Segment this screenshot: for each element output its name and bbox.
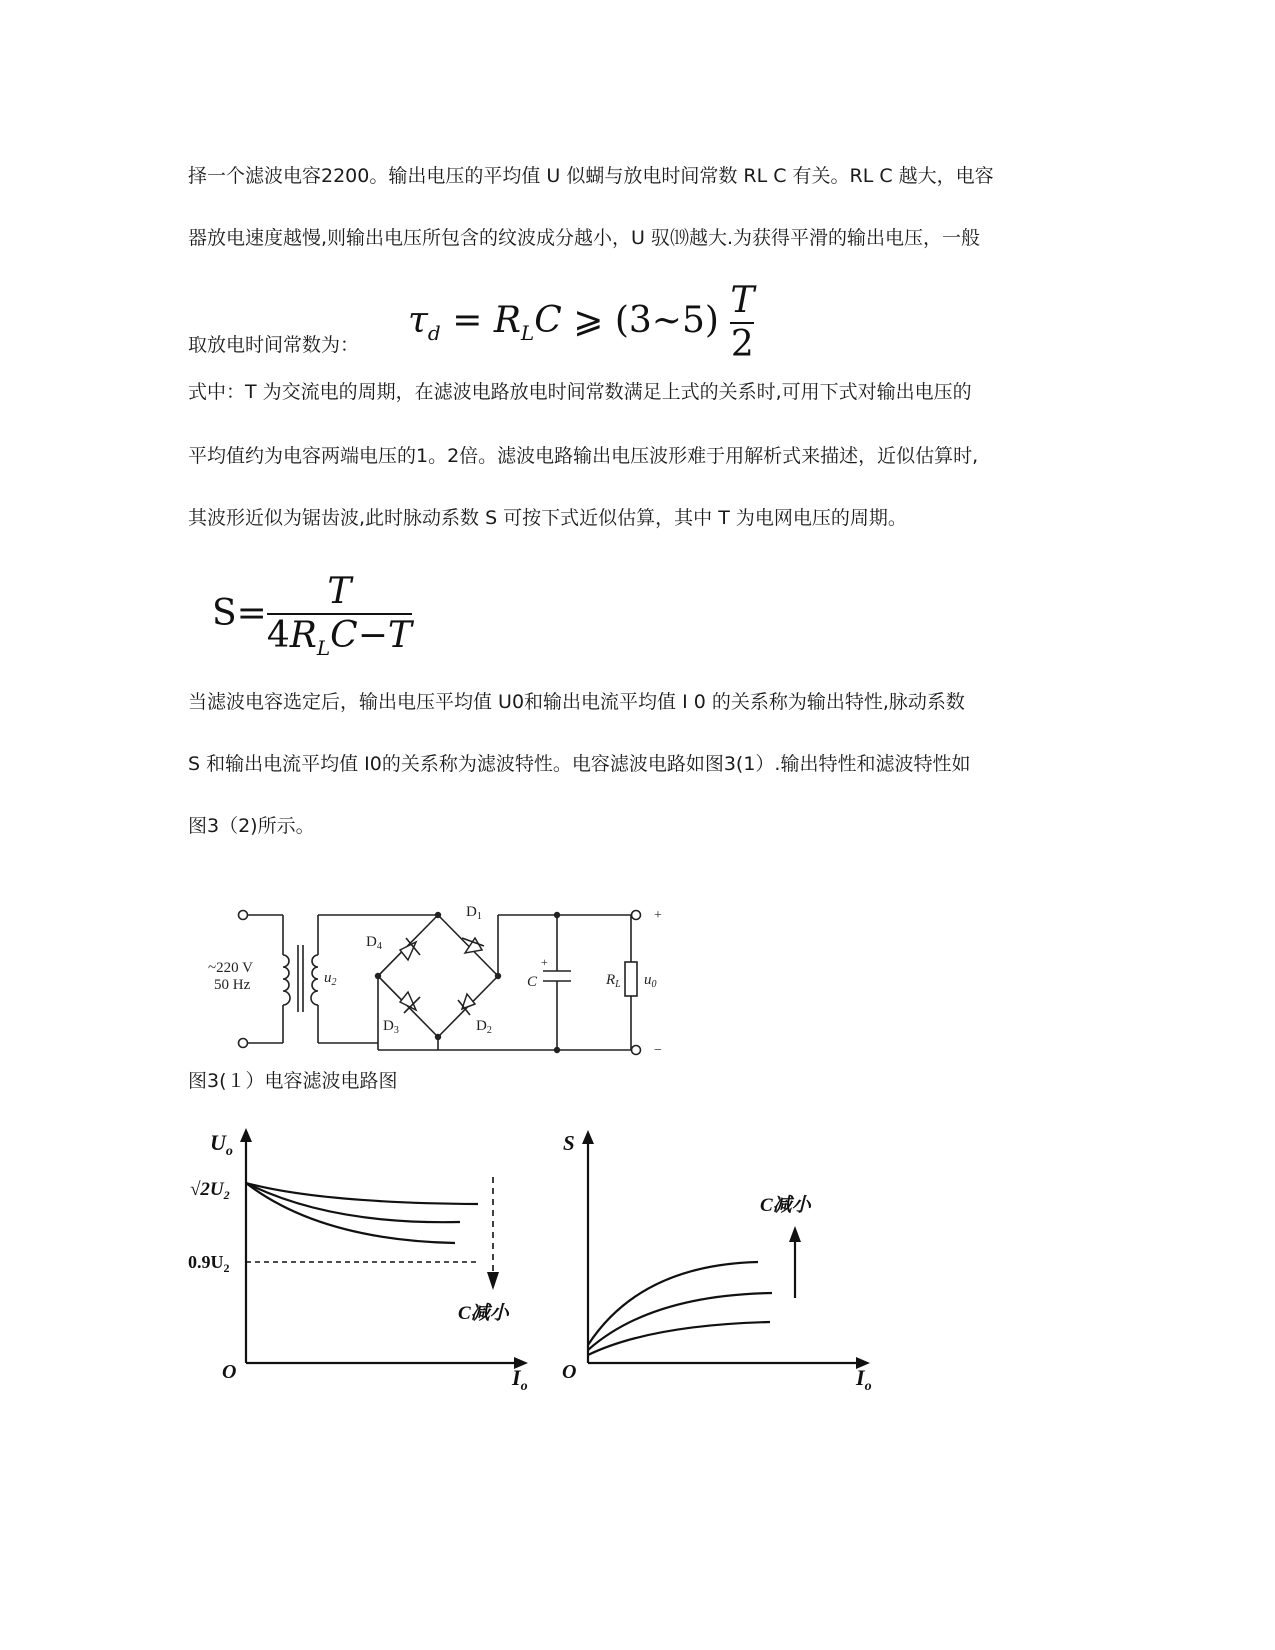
fraction-numerator: T: [730, 280, 755, 321]
filter-characteristic-graph: [550, 1120, 885, 1410]
paragraph-line-4: 式中：T 为交流电的周期，在滤波电路放电时间常数满足上式的关系时,可用下式对输出电压的: [188, 381, 972, 403]
left-origin-label: O: [222, 1361, 237, 1383]
output-minus-label: −: [654, 1043, 662, 1058]
den-capacitor: C: [330, 615, 358, 656]
output-characteristic-graph: [180, 1120, 540, 1410]
left-annotation-c-decrease: C减小: [458, 1303, 509, 1324]
figure-caption: 图3(１）电容滤波电路图: [188, 1070, 398, 1092]
d4-label: $D_4$: [366, 934, 382, 952]
paragraph-line-5: 平均值约为电容两端电压的1。2倍。滤波电路输出电压波形难于用解析式来描述，近似估算时,: [188, 445, 979, 467]
fraction-t-over-2: [730, 280, 755, 365]
paragraph-line-9: 图3（2)所示。: [188, 815, 315, 837]
left-x-axis-label: $I_o$: [512, 1365, 528, 1394]
capacitor-symbol: C: [534, 300, 562, 341]
formula-ripple-factor: [212, 571, 412, 661]
circuit-diagram: [200, 900, 680, 1070]
tau-symbol: τ: [408, 300, 428, 341]
output-plus-label: +: [654, 908, 662, 923]
den-resistor-subscript: L: [316, 636, 331, 661]
fraction-denominator: 2: [730, 324, 754, 365]
source-voltage-label: ~220 V: [208, 960, 253, 976]
ripple-denominator: [266, 615, 412, 661]
capacitor-label: C: [527, 974, 538, 990]
source-frequency-label: 50 Hz: [214, 977, 251, 993]
formula-time-constant: [408, 280, 755, 365]
u2-label: $u_2$: [324, 970, 337, 988]
d2-label: $D_2$: [476, 1018, 492, 1036]
resistor-label: $R_L$: [606, 972, 621, 990]
paragraph-line-7: 当滤波电容选定后，输出电压平均值 U0和输出电流平均值 I 0 的关系称为输出特性,脉动系数: [188, 691, 965, 713]
u0-label: $u_0$: [644, 972, 657, 990]
geq-sign: ⩾: [573, 300, 604, 341]
paragraph-line-8: S 和输出电流平均值 I0的关系称为滤波特性。电容滤波电路如图3(1）.输出特性和滤波特性如: [188, 753, 971, 775]
tick-0-9-u2: $0.9U_2$: [188, 1252, 230, 1275]
right-annotation-c-decrease: C减小: [760, 1195, 811, 1216]
paragraph-line-3: 取放电时间常数为：: [188, 334, 360, 356]
paragraph-line-2: 器放电速度越慢,则输出电压所包含的纹波成分越小，U 驭⒆越大.为获得平滑的输出电压，一般: [188, 227, 981, 249]
paragraph-line-6: 其波形近似为锯齿波,此时脉动系数 S 可按下式近似估算，其中 T 为电网电压的周期。: [188, 507, 907, 529]
fraction-ripple: [266, 571, 412, 661]
resistor-symbol: R: [493, 300, 521, 341]
paragraph-line-1: 择一个滤波电容2200。输出电压的平均值 U 似蝴与放电时间常数 RL C 有关。RL C 越大，电容: [188, 165, 994, 187]
range-term: (3∼5): [614, 300, 719, 341]
den-resistor: R: [289, 615, 317, 656]
right-x-axis-label: $I_o$: [856, 1365, 872, 1394]
d3-label: $D_3$: [383, 1018, 399, 1036]
ripple-symbol: S: [212, 593, 237, 635]
d1-label: $D_1$: [466, 904, 482, 922]
den-minus: −: [357, 615, 388, 656]
capacitor-plus-label: +: [541, 955, 548, 969]
den-period: T: [387, 615, 412, 656]
den-four: 4: [266, 615, 290, 656]
left-y-axis-label: $U_o$: [210, 1130, 233, 1159]
ripple-numerator: T: [327, 571, 352, 612]
equals-sign: =: [452, 300, 483, 341]
equals-sign-2: =: [236, 593, 267, 635]
tick-sqrt2-u2: $√2U_2$: [190, 1179, 230, 1202]
right-y-axis-label: S: [563, 1131, 575, 1155]
tau-subscript: d: [427, 321, 441, 346]
resistor-subscript: L: [520, 321, 535, 346]
right-origin-label: O: [562, 1361, 577, 1383]
